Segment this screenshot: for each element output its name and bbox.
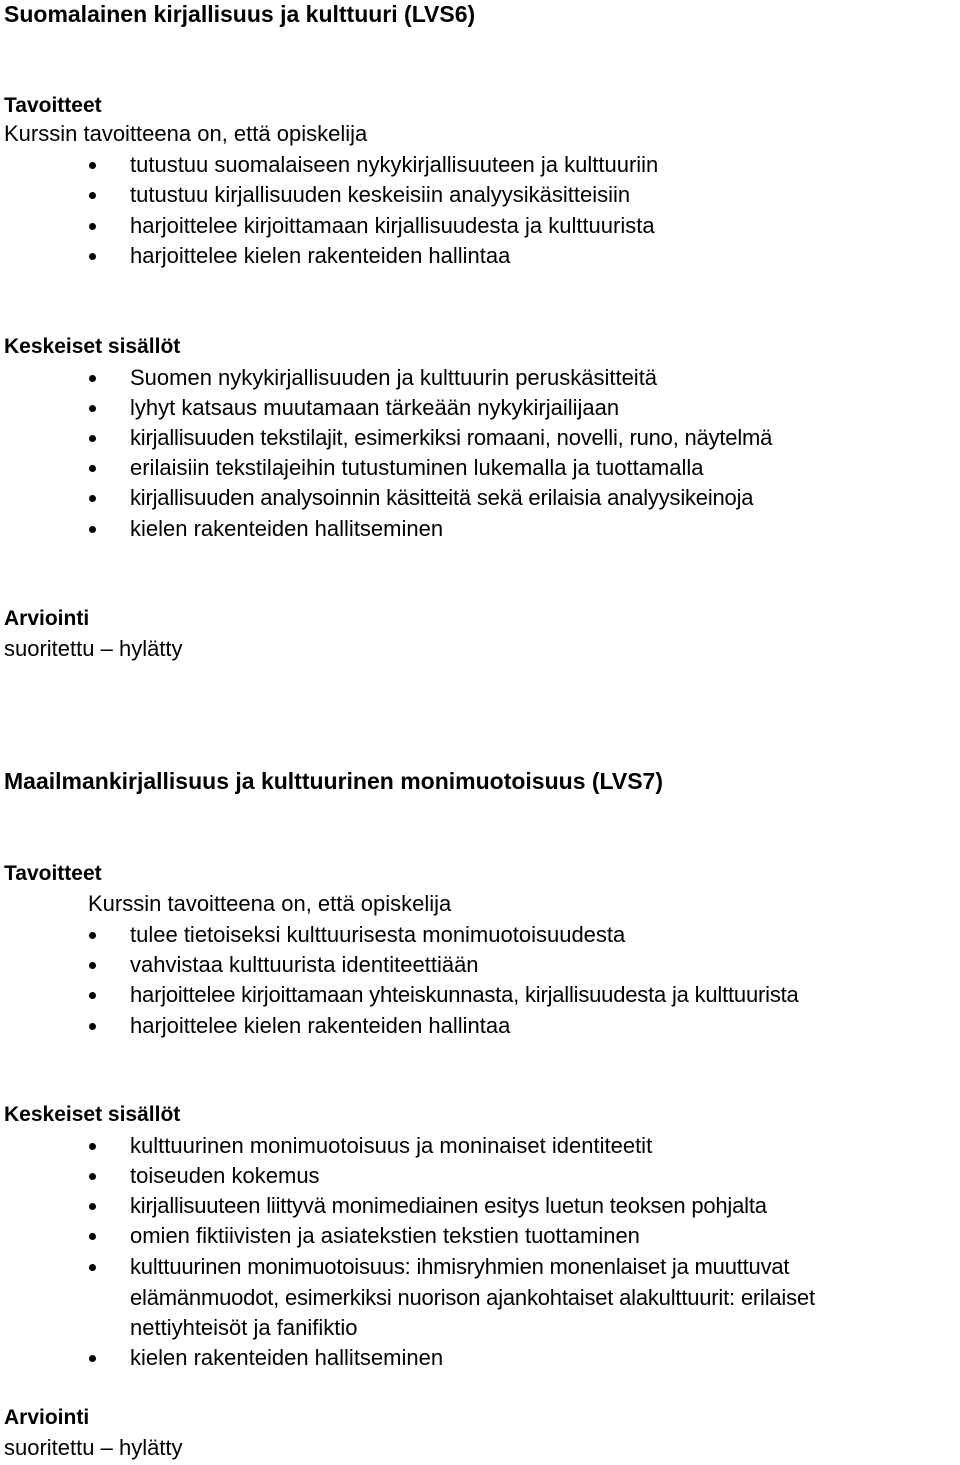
section1-title: Suomalainen kirjallisuus ja kulttuuri (LVS6): [4, 1, 476, 27]
section1-goals-heading: Tavoitteet: [4, 94, 102, 117]
list-item: lyhyt katsaus muutamaan tärkeään nykykirjailijaan: [130, 393, 619, 423]
list-item-continuation: nettiyhteisöt ja fanifiktio: [130, 1315, 358, 1340]
list-item: kulttuurinen monimuotoisuus ja moninaiset identiteetit: [130, 1131, 652, 1161]
list-item: harjoittelee kirjoittamaan yhteiskunnasta, kirjallisuudesta ja kulttuurista: [130, 980, 799, 1010]
list-item: harjoittelee kirjoittamaan kirjallisuudesta ja kulttuurista: [130, 211, 655, 241]
section2-goals-intro: Kurssin tavoitteena on, että opiskelija: [88, 891, 452, 916]
list-item: harjoittelee kielen rakenteiden hallintaa: [130, 241, 510, 271]
list-item: kirjallisuuteen liittyvä monimediainen esitys luetun teoksen pohjalta: [130, 1191, 767, 1221]
list-item: tulee tietoiseksi kulttuurisesta monimuotoisuudesta: [130, 920, 625, 950]
section2-goals-heading: Tavoitteet: [4, 862, 102, 885]
section2-assessment-heading: Arviointi: [4, 1406, 90, 1429]
list-item: kulttuurinen monimuotoisuus: ihmisryhmien monenlaiset ja muuttuvat: [130, 1252, 789, 1282]
list-item: omien fiktiivisten ja asiatekstien tekstien tuottaminen: [130, 1221, 640, 1251]
list-item: erilaisiin tekstilajeihin tutustuminen lukemalla ja tuottamalla: [130, 453, 704, 483]
list-item: toiseuden kokemus: [130, 1161, 320, 1191]
section1-contents-heading: Keskeiset sisällöt: [4, 335, 181, 358]
section2-title: Maailmankirjallisuus ja kulttuurinen monimuotoisuus (LVS7): [4, 768, 664, 794]
list-item-continuation: elämänmuodot, esimerkiksi nuorison ajankohtaiset alakulttuurit: erilaiset: [130, 1285, 815, 1310]
list-item: kielen rakenteiden hallitseminen: [130, 514, 443, 544]
list-item: tutustuu kirjallisuuden keskeisiin analyysikäsitteisiin: [130, 180, 630, 210]
list-item: harjoittelee kielen rakenteiden hallintaa: [130, 1011, 510, 1041]
section1-goals-intro: Kurssin tavoitteena on, että opiskelija: [4, 121, 368, 146]
section1-assessment: suoritettu – hylätty: [4, 636, 183, 661]
list-item: vahvistaa kulttuurista identiteettiään: [130, 950, 479, 980]
section1-assessment-heading: Arviointi: [4, 607, 90, 630]
section2-assessment: suoritettu – hylätty: [4, 1435, 183, 1460]
section2-contents-heading: Keskeiset sisällöt: [4, 1103, 181, 1126]
list-item: kielen rakenteiden hallitseminen: [130, 1343, 443, 1373]
list-item: kirjallisuuden analysoinnin käsitteitä sekä erilaisia analyysikeinoja: [130, 483, 753, 513]
list-item: kirjallisuuden tekstilajit, esimerkiksi romaani, novelli, runo, näytelmä: [130, 423, 772, 453]
list-item: tutustuu suomalaiseen nykykirjallisuuteen ja kulttuuriin: [130, 150, 658, 180]
list-item: Suomen nykykirjallisuuden ja kulttuurin peruskäsitteitä: [130, 363, 657, 393]
